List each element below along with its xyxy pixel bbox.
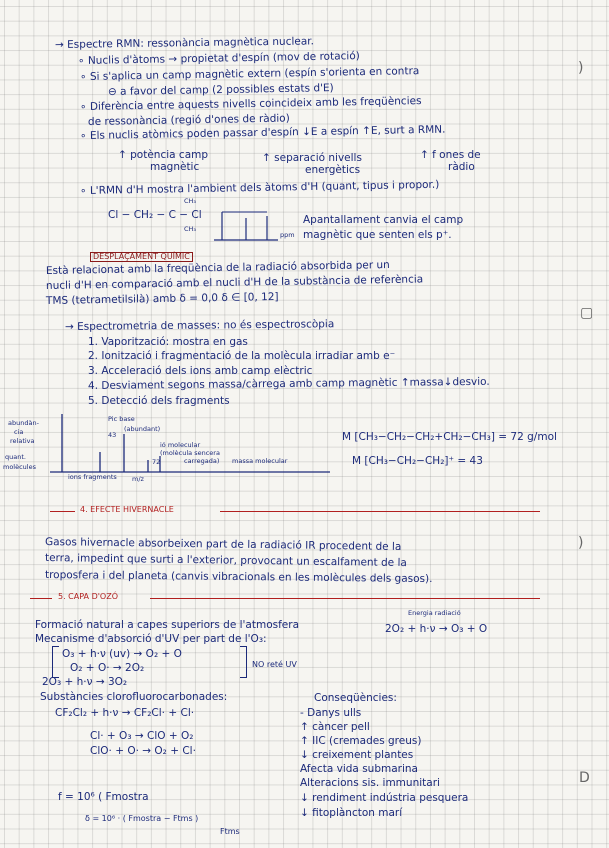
consequence-item: ↓ rendiment indústria pesquera [300, 792, 469, 804]
consequence-item: ↓ fitoplàncton marí [300, 807, 403, 819]
mass-calc: M [CH₃−CH₂−CH₂+CH₂−CH₃] = 72 g/mol [342, 431, 557, 443]
graph-ylabel: relativa [10, 437, 35, 445]
rmn-line: ∘ Nuclis d'àtoms → propietat d'espín (mov de rotació) [77, 50, 360, 67]
arrow-note: ↑ separació nivells [262, 152, 362, 164]
consequence-item: Alteracions sis. immunitari [300, 777, 440, 789]
graph-ylabel: abundàn- [8, 419, 39, 427]
ms-step: 1. Vaporització: mostra en gas [88, 336, 248, 348]
binder-hole-icon: ▢ [580, 305, 594, 321]
ms-step: 3. Acceleració dels ions amb camp elèctric [88, 365, 313, 377]
rmn-line: ∘ Diferència entre aquests nivells coincideix amb les freqüències [79, 95, 422, 113]
cfc-reaction: Cl· + O₃ → ClO + O₂ [90, 730, 194, 742]
arrow-note: magnètic [150, 161, 200, 173]
molecule-label: CH₃ [184, 225, 197, 233]
section-rule [220, 511, 540, 512]
graph-annotation: massa molecular [232, 457, 288, 465]
spectrum-axis-label: ppm [280, 231, 295, 239]
despl-line: TMS (tetrametilsilà) amb δ = 0,0 δ ∈ [0, 12] [45, 290, 279, 307]
arrow-note: energètics [305, 164, 361, 176]
section-heading: DESPLAÇAMENT QUÍMIC [90, 252, 193, 262]
cfc-reaction: CF₂Cl₂ + h·ν → CF₂Cl· + Cl· [55, 707, 195, 719]
rmn-line: ∘ Els nuclis atòmics poden passar d'espín ↓E a espín ↑E, surt a RMN. [79, 123, 446, 142]
binder-hole-icon: ) [578, 535, 584, 551]
graph-ylabel: cia [14, 428, 24, 436]
sec5-line: Mecanisme d'absorció d'UV per part de l'O₃: [35, 633, 267, 645]
ms-step: 2. Ionització i fragmentació de la molècula irradiar amb e⁻ [88, 350, 396, 362]
cfc-reaction: ClO· + O· → O₂ + Cl· [90, 745, 196, 757]
consequence-item: ↑ IIC (cremades greus) [300, 735, 422, 747]
arrow-note: ↑ potència camp [118, 149, 209, 161]
ms-step: 4. Desviament segons massa/càrrega amb camp magnètic ↑massa↓desvio. [87, 375, 490, 392]
consequence-item: ↓ creixement plantes [300, 749, 414, 761]
rmn-line: ∘ Si s'aplica un camp magnètic extern (espín s'orienta en contra [79, 65, 420, 83]
graph-annotation: (abundant) [124, 425, 161, 433]
consequence-item: ↑ càncer pell [300, 721, 370, 733]
cfc-title: Substàncies clorofluorocarbonades: [40, 691, 228, 703]
shield-note: Apantallament canvia el camp [303, 214, 464, 226]
sec5-line: Formació natural a capes superiors de l'atmosfera [35, 619, 299, 631]
rmn-line: ⊖ a favor del camp (2 possibles estats d'E) [107, 82, 334, 98]
consequence-item: - Danys ulls [300, 707, 362, 719]
mechanism-step: 2O₃ + h·ν → 3O₂ [42, 676, 128, 688]
consequences-title: Conseqüències: [314, 692, 397, 704]
rmn-line: de ressonància (regió d'ones de ràdio) [87, 112, 290, 128]
arrow-note: ràdio [448, 161, 475, 173]
section-heading: 5. CAPA D'OZÓ [58, 592, 118, 601]
sec4-line: troposfera i del planeta (canvis vibracionals en les molècules dels gasos). [44, 569, 433, 586]
sec5-equation: 2O₂ + h·ν → O₃ + O [385, 623, 488, 635]
graph-annotation: 43 [108, 431, 117, 439]
mechanism-note: NO reté UV [252, 660, 297, 669]
section-rule [50, 511, 75, 512]
graph-annotation: carregada) [184, 457, 220, 465]
formula-line: Ftms [220, 827, 240, 836]
graph-annotation: (molècula sencera [160, 449, 220, 457]
mass-calc: M [CH₃−CH₂−CH₂]⁺ = 43 [352, 455, 483, 467]
consequence-item: Afecta vida submarina [300, 763, 418, 775]
molecule-label: CH₃ [184, 197, 197, 205]
despl-line: Està relacionat amb la freqüència de la radiació absorbida per un [45, 259, 390, 277]
section-heading: 4. EFECTE HIVERNACLE [80, 505, 174, 514]
ms-step: 5. Detecció dels fragments [88, 395, 230, 407]
graph-ylabel: molècules [3, 463, 36, 471]
sec4-line: Gasos hivernacle absorbeixen part de la radiació IR procedent de la [44, 536, 402, 553]
molecule-formula: Cl − CH₂ − C − Cl [108, 209, 202, 221]
shield-note: magnètic que senten els p⁺. [303, 229, 452, 241]
sec5-annotation: Energia radiació [408, 609, 461, 617]
graph-annotation: ió molecular [160, 441, 201, 449]
formula-line: f = 10⁶ ( Fmostra [58, 791, 149, 803]
binder-hole-icon: D [579, 770, 590, 786]
binder-hole-icon: ) [578, 60, 584, 76]
section-rule [30, 598, 52, 599]
graph-xlabel: m/z [132, 475, 144, 483]
graph-annotation: 72 [152, 458, 161, 466]
rmn-title: → Espectre RMN: ressonància magnètica nuclear. [54, 35, 315, 51]
sec4-line: terra, impedint que surti a l'exterior, provocant un escalfament de la [44, 552, 407, 570]
ms-title: → Espectrometria de masses: no és espectroscòpia [64, 318, 335, 333]
despl-line: nucli d'H en comparació amb el nucli d'H de la substància de referència [45, 273, 424, 292]
formula-line: δ = 10⁶ · ( Fmostra − Ftms ) [85, 814, 199, 823]
rmn-line: ∘ L'RMN d'H mostra l'ambient dels àtoms d'H (quant, tipus i propor.) [79, 178, 440, 197]
mechanism-step: O₂ + O· → 2O₂ [70, 662, 145, 674]
graph-ylabel: quant. [5, 453, 26, 461]
mechanism-bracket [52, 646, 59, 678]
section-rule [150, 598, 540, 599]
mechanism-step: O₃ + h·ν (uv) → O₂ + O [62, 648, 182, 660]
graph-annotation: Pic base [108, 415, 135, 423]
graph-annotation: ions fragments [68, 473, 117, 481]
mechanism-bracket [240, 646, 247, 678]
arrow-note: ↑ f ones de [420, 149, 481, 161]
